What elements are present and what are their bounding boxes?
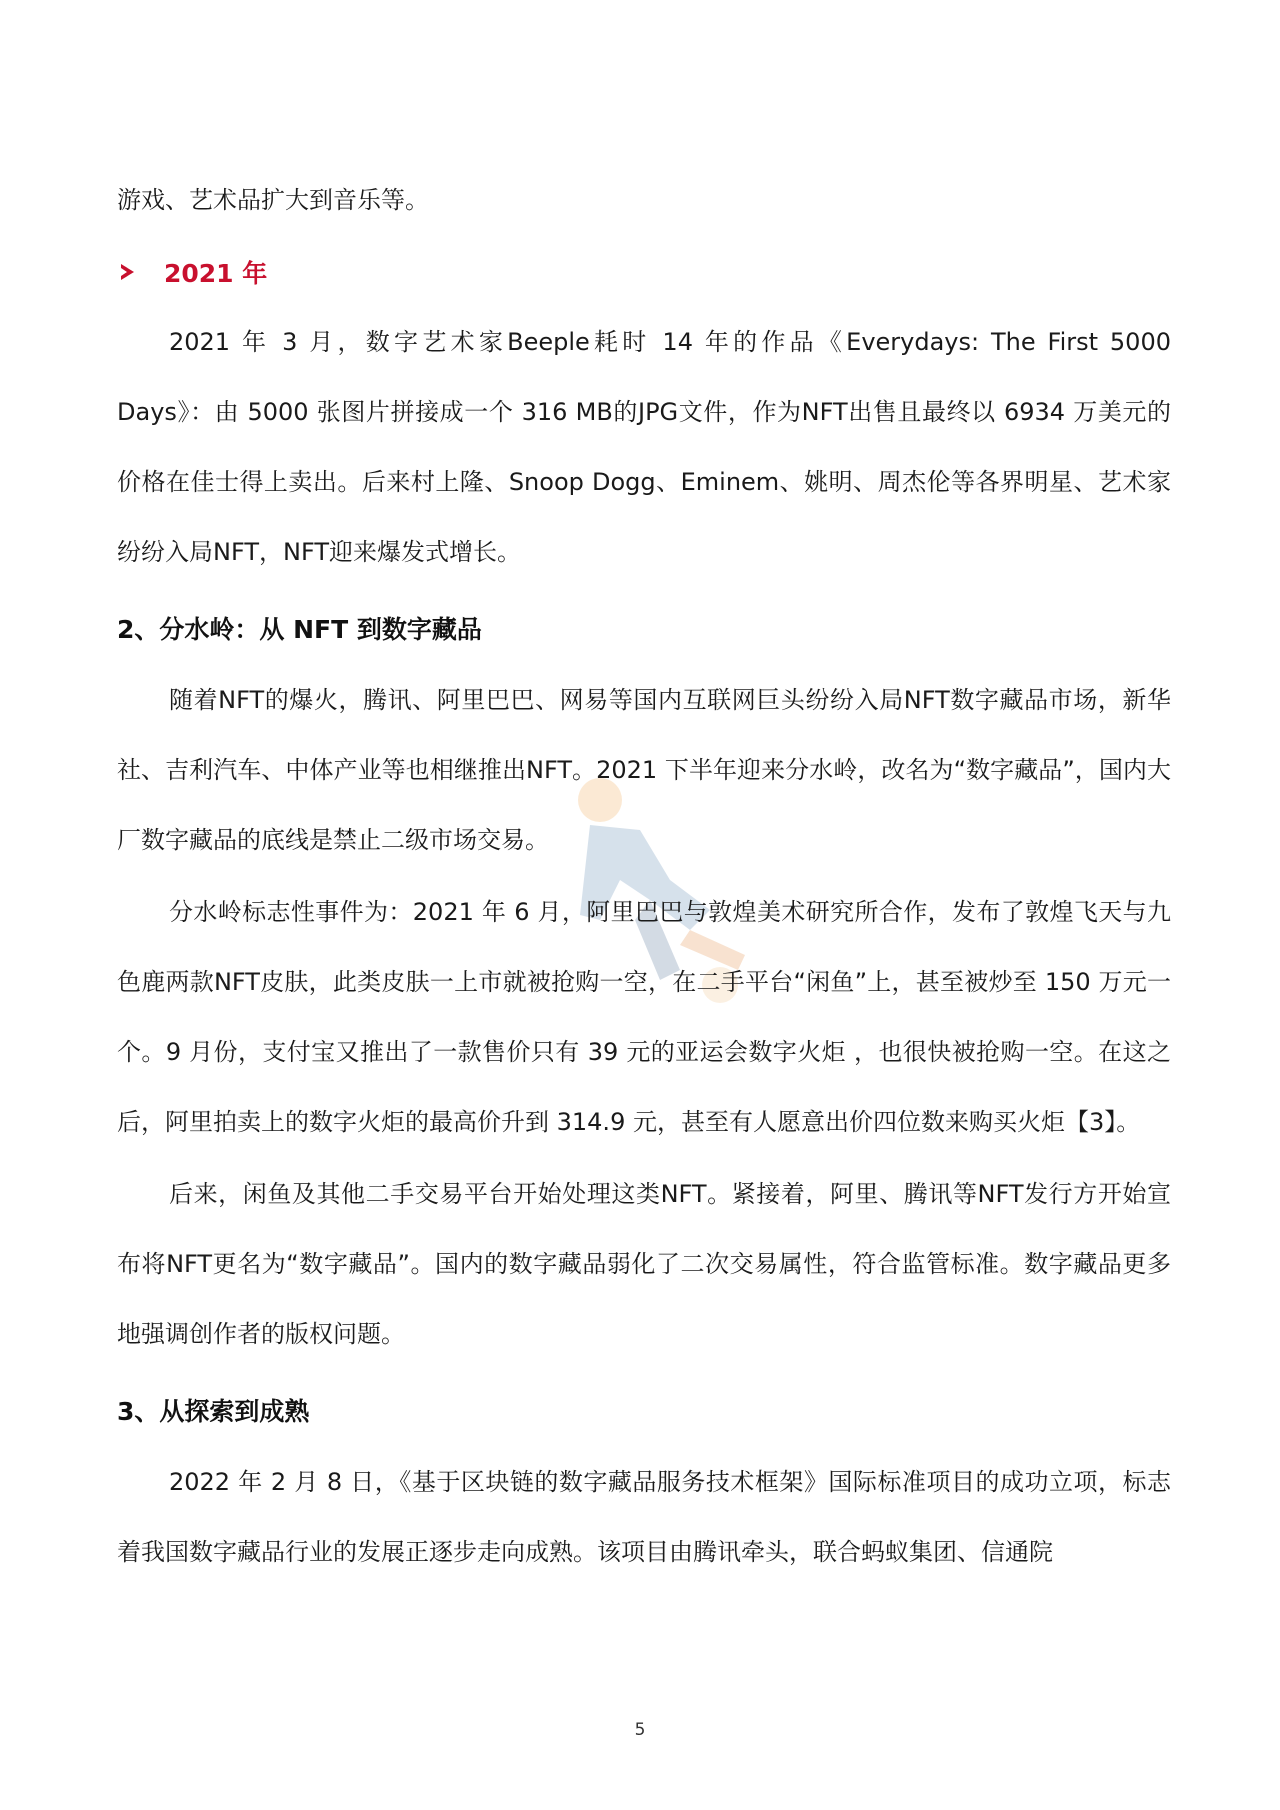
paragraph-2021-beeple: 2021 年 3 月，数字艺术家Beeple耗时 14 年的作品《Everydays: The First 5000 Days》：由 5000 张图片拼接成一个 316 MB的JPG文件，作为NFT出售且最终以 6934 万美元的价格在佳士得上卖出。后来村上隆、Snoop Dogg、Eminem、姚明、周杰伦等各界明星、艺术家纷纷入局NFT，NFT迎来爆发式增长。 (117, 328, 1171, 566)
section-heading-3: 3、从探索到成熟 (117, 1397, 310, 1426)
arrow-bullet-icon (121, 264, 134, 280)
paragraph-intro: 游戏、艺术品扩大到音乐等。 (117, 186, 429, 214)
paragraph-s2-2: 分水岭标志性事件为：2021 年 6 月，阿里巴巴与敦煌美术研究所合作，发布了敦煌飞天与九色鹿两款NFT皮肤，此类皮肤一上市就被抢购一空，在二手平台“闲鱼”上，甚至被炒至 150 万元一个。9 月份，支付宝又推出了一款售价只有 39 元的亚运会数字火炬 ，也很快被抢购一空。在这之后，阿里拍卖上的数字火炬的最高价升到 314.9 元，甚至有人愿意出价四位数来购买火炬【3】。 (117, 898, 1171, 1136)
document-content (117, 165, 1171, 1587)
page-number: 5 (634, 1720, 646, 1740)
section-heading-2: 2、分水岭：从 NFT 到数字藏品 (117, 615, 482, 644)
paragraph-s2-3: 后来，闲鱼及其他二手交易平台开始处理这类NFT。紧接着，阿里、腾讯等NFT发行方开始宣布将NFT更名为“数字藏品”。国内的数字藏品弱化了二次交易属性，符合监管标准。数字藏品更多地强调创作者的版权问题。 (117, 1180, 1171, 1348)
year-heading-2021 (117, 237, 1171, 307)
paragraph-s3-1: 2022 年 2 月 8 日，《基于区块链的数字藏品服务技术框架》国际标准项目的成功立项，标志着我国数字藏品行业的发展正逐步走向成熟。该项目由腾讯牵头，联合蚂蚁集团、信通院 (117, 1468, 1171, 1566)
paragraph-s2-1: 随着NFT的爆火，腾讯、阿里巴巴、网易等国内互联网巨头纷纷入局NFT数字藏品市场，新华社、吉利汽车、中体产业等也相继推出NFT。2021 下半年迎来分水岭，改名为“数字藏品”，国内大厂数字藏品的底线是禁止二级市场交易。 (117, 686, 1171, 854)
year-heading-label: 2021 年 (164, 259, 268, 288)
